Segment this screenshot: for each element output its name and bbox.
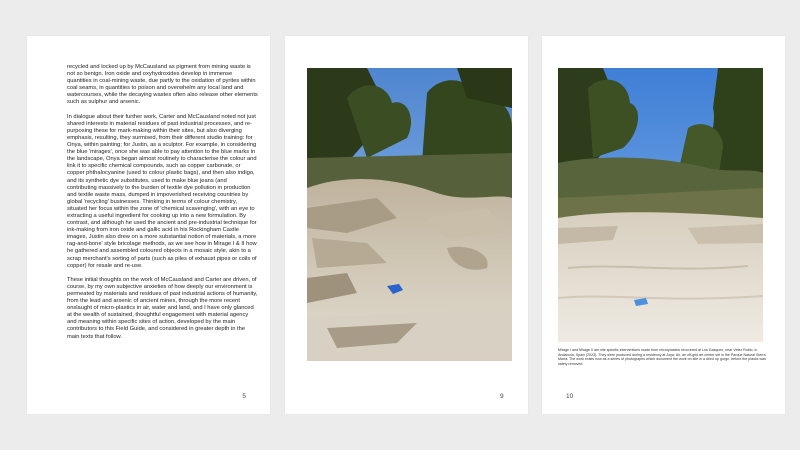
body-text [67,64,258,348]
photo-mirage-i [307,68,512,361]
gorge-landscape-image [558,68,763,342]
page-right [542,36,785,414]
gorge-landscape-image [307,68,512,361]
page-number: 5 [242,393,246,400]
photo-mirage-ii [558,68,763,342]
page-number: 10 [566,393,574,400]
paragraph-3: These initial thoughts on the work of McCausland and Carter are driven, of course, by my own subjective anxieties of how deeply our environment is permeated by materials and residues of past industrial actions of humanity, from the lead and arsenic of ancient mines, through the more recent onslaught of micro-plastics in air, water and land, and I have only glanced at the wealth of sustained, thoughtful engagement with material agency and meaning within specific sites of action, developed by the main contributors to this Field Guide, and considered in greater depth in the main texts that follow. [67,276,258,340]
page-left [27,36,270,414]
paragraph-2: In dialogue about their further work, Carter and McCausland noted not just shared interests in material residues of past industrial processes, and re-purposing these for mark-making within their sites, but also diverging emphasis, resulting, they surmised, from their different studio training: for Onya, within painting; for Justin, as a sculptor. For example, in considering the blue 'mirages', once she was able to pay attention to the blue marks in the landscape, Onya began almost routinely to characterise the colour and link it to specific chemical compounds, such as copper carbonate, or copper phthalocyanine (used to colour plastic bags), and then also indigo, and its synthetic dye substitutes, used to make blue jeans (and contributing massively to the burden of textile dye pollution in production and textile waste mass, dumped in impoverished receiving countries by global 'recycling' businesses. Thinking in terms of colour chemistry, situated her focus within the zone of 'chemical scavenging', with an eye to extracting a useful ingredient for cooking up into a new formulation. By contrast, and although he used the ancient and pre-industrial technique for ink-making from iron oxide and gallic acid in his Rockingham Castle images, Justin also drew on a more substantial notion of materials, a more rag-and-bone' style bricolage methods, as we see how in Mirage I & II how he gathered and assembled coloured objects in a mosaic style, akin to a scrap merchant's sorting of parts (such as piles of exhaust pipes or coils of copper) for resale and re-use. [67,113,257,269]
photo-caption: Mirage I and Mirage II are site specific interventions made from microplastics recovered at Los Gazquez, near Velez Rubio, in Andalucia, Spain (2023). They were produced during a residency at Joya: Air, an off-grid art centre set in the Parque Natural Sierra María. The work exists now as a series of photographs which document the work on site in a dried up gorge, before the plastic was safely removed. [558,348,766,366]
paragraph-1: recycled and locked up by McCausland as pigment from mining waste is not so benign. Iron oxide and oxyhydroxides develop in immense quantities in coal-mining waste, due partly to the oxidation of pyrites within coal seams, in quantities to poison and overwhelm any local land and watercourses, while the decaying wastes often also release other elements such as sulphur and arsenic. [67,64,258,106]
page-middle [285,36,528,414]
page-number: 9 [500,393,504,400]
